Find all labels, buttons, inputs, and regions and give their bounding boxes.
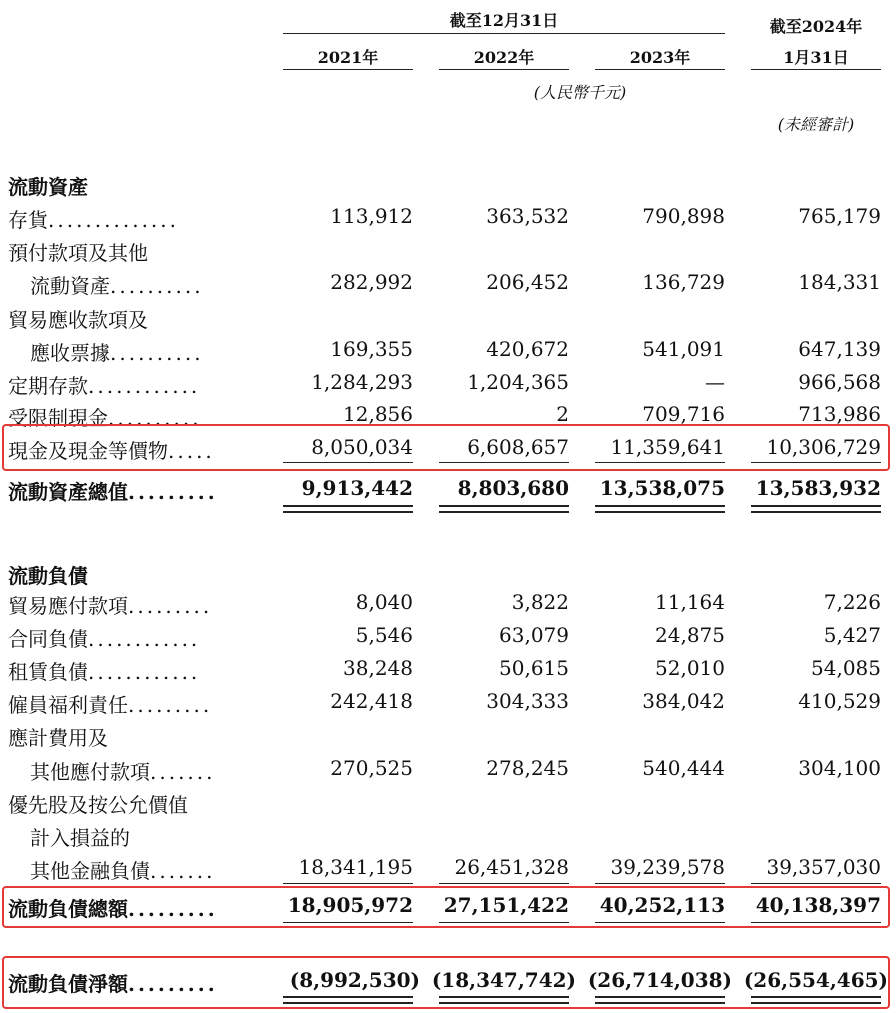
cell-2024: 5,427 bbox=[823, 623, 881, 647]
subtotal-rule bbox=[283, 922, 413, 923]
cell-2021: 5,546 bbox=[355, 623, 413, 647]
cell-2023: 384,042 bbox=[642, 689, 725, 713]
unit-label: (人民幣千元) bbox=[533, 83, 627, 102]
subtotal-rule bbox=[439, 462, 569, 463]
cell-2021: 8,040 bbox=[355, 590, 413, 614]
row-label-total: 流動資產總值......... bbox=[8, 480, 218, 504]
cell-2023: 39,239,578 bbox=[610, 855, 725, 879]
subtotal-rule bbox=[751, 883, 881, 884]
double-rule bbox=[439, 1002, 569, 1004]
col-header-2023: 2023年 bbox=[629, 48, 691, 67]
subtotal-rule bbox=[595, 462, 725, 463]
cell-2023: 52,010 bbox=[655, 656, 725, 680]
subtotal-rule bbox=[283, 883, 413, 884]
cell-2023: 24,875 bbox=[655, 623, 725, 647]
cell-2021: 18,905,972 bbox=[287, 893, 413, 917]
cell-2021: 8,050,034 bbox=[311, 435, 413, 459]
cell-2024: 713,986 bbox=[798, 402, 881, 426]
double-rule bbox=[439, 505, 569, 507]
row-label: 僱員福利責任......... bbox=[8, 693, 213, 717]
subtotal-rule bbox=[283, 462, 413, 463]
double-rule bbox=[751, 511, 881, 513]
cell-2023: 790,898 bbox=[642, 204, 725, 228]
row-label: 其他應付款項....... bbox=[30, 760, 216, 784]
row-label: 租賃負債............ bbox=[8, 660, 201, 684]
section-title-current-liabilities: 流動負債 bbox=[8, 564, 88, 588]
col-header-2024-line2: 1月31日 bbox=[783, 48, 849, 67]
row-label: 其他金融負債....... bbox=[30, 859, 216, 883]
row-label: 計入損益的 bbox=[30, 826, 130, 850]
double-rule bbox=[595, 996, 725, 998]
cell-2022: 3,822 bbox=[511, 590, 569, 614]
row-label: 應計費用及 bbox=[8, 726, 108, 750]
cell-2021: 18,341,195 bbox=[298, 855, 413, 879]
double-rule bbox=[595, 511, 725, 513]
subtotal-rule bbox=[595, 883, 725, 884]
row-label: 貿易應付款項......... bbox=[8, 594, 213, 618]
unaudited-label: (未經審計) bbox=[777, 115, 855, 134]
double-rule bbox=[283, 1002, 413, 1004]
cell-2023: — bbox=[705, 370, 725, 394]
double-rule bbox=[283, 996, 413, 998]
cell-2022: 2 bbox=[556, 402, 569, 426]
col-header-2021: 2021年 bbox=[317, 48, 379, 67]
subtotal-rule bbox=[751, 462, 881, 463]
row-label-total: 流動負債總額......... bbox=[8, 897, 218, 921]
cell-2021: 169,355 bbox=[330, 337, 413, 361]
col-header-2022: 2022年 bbox=[473, 48, 535, 67]
cell-2024: 304,100 bbox=[798, 756, 881, 780]
double-rule bbox=[283, 505, 413, 507]
cell-2023: 11,164 bbox=[655, 590, 725, 614]
row-label: 定期存款............ bbox=[8, 374, 201, 398]
row-label: 流動資產.......... bbox=[30, 274, 204, 298]
cell-2024: (26,554,465) bbox=[743, 968, 888, 992]
cell-2023: 709,716 bbox=[642, 402, 725, 426]
cell-2022: 1,204,365 bbox=[467, 370, 569, 394]
subtotal-rule bbox=[751, 922, 881, 923]
row-label: 現金及現金等價物..... bbox=[8, 439, 215, 463]
double-rule bbox=[751, 1002, 881, 1004]
cell-2023: 40,252,113 bbox=[599, 893, 725, 917]
cell-2021: 113,912 bbox=[330, 204, 413, 228]
cell-2024: 40,138,397 bbox=[755, 893, 881, 917]
subtotal-rule bbox=[439, 883, 569, 884]
subtotal-rule bbox=[595, 922, 725, 923]
cell-2022: 278,245 bbox=[486, 756, 569, 780]
cell-2022: (18,347,742) bbox=[431, 968, 576, 992]
cell-2024: 7,226 bbox=[823, 590, 881, 614]
row-label: 存貨.............. bbox=[8, 208, 180, 232]
cell-2022: 26,451,328 bbox=[454, 855, 569, 879]
double-rule bbox=[751, 505, 881, 507]
cell-2022: 8,803,680 bbox=[457, 476, 569, 500]
row-label: 受限制現金.......... bbox=[8, 406, 202, 430]
cell-2021: (8,992,530) bbox=[289, 968, 420, 992]
cell-2022: 6,608,657 bbox=[467, 435, 569, 459]
cell-2022: 420,672 bbox=[486, 337, 569, 361]
double-rule bbox=[283, 511, 413, 513]
cell-2024: 184,331 bbox=[798, 270, 881, 294]
cell-2024: 10,306,729 bbox=[766, 435, 881, 459]
cell-2023: 540,444 bbox=[642, 756, 725, 780]
double-rule bbox=[595, 1002, 725, 1004]
row-label-total: 流動負債淨額......... bbox=[8, 972, 218, 996]
cell-2023: 541,091 bbox=[642, 337, 725, 361]
col-underline-2021 bbox=[283, 69, 413, 70]
row-label: 應收票據.......... bbox=[30, 341, 204, 365]
row-label: 貿易應收款項及 bbox=[8, 308, 148, 332]
cell-2023: (26,714,038) bbox=[587, 968, 732, 992]
cell-2021: 1,284,293 bbox=[311, 370, 413, 394]
double-rule bbox=[439, 511, 569, 513]
row-label: 優先股及按公允價值 bbox=[8, 793, 188, 817]
cell-2024: 966,568 bbox=[798, 370, 881, 394]
subtotal-rule bbox=[439, 922, 569, 923]
cell-2021: 12,856 bbox=[343, 402, 413, 426]
cell-2021: 9,913,442 bbox=[301, 476, 413, 500]
cell-2023: 13,538,075 bbox=[599, 476, 725, 500]
cell-2024: 647,139 bbox=[798, 337, 881, 361]
col-underline-2022 bbox=[439, 69, 569, 70]
cell-2022: 27,151,422 bbox=[443, 893, 569, 917]
double-rule bbox=[595, 505, 725, 507]
period-group-header: 截至12月31日 bbox=[449, 11, 559, 30]
col-header-2024-line1: 截至2024年 bbox=[769, 17, 863, 36]
cell-2022: 363,532 bbox=[486, 204, 569, 228]
col-underline-2024 bbox=[751, 69, 881, 70]
cell-2024: 410,529 bbox=[798, 689, 881, 713]
section-title-current-assets: 流動資產 bbox=[8, 175, 88, 199]
cell-2021: 242,418 bbox=[330, 689, 413, 713]
double-rule bbox=[439, 996, 569, 998]
cell-2022: 63,079 bbox=[499, 623, 569, 647]
cell-2024: 39,357,030 bbox=[766, 855, 881, 879]
cell-2022: 206,452 bbox=[486, 270, 569, 294]
cell-2023: 136,729 bbox=[642, 270, 725, 294]
row-label: 合同負債............ bbox=[8, 627, 201, 651]
cell-2021: 270,525 bbox=[330, 756, 413, 780]
cell-2022: 304,333 bbox=[486, 689, 569, 713]
cell-2024: 765,179 bbox=[798, 204, 881, 228]
cell-2021: 38,248 bbox=[343, 656, 413, 680]
row-label: 預付款項及其他 bbox=[8, 241, 148, 265]
group-underline bbox=[283, 33, 725, 34]
cell-2024: 13,583,932 bbox=[755, 476, 881, 500]
cell-2023: 11,359,641 bbox=[610, 435, 725, 459]
col-underline-2023 bbox=[595, 69, 725, 70]
cell-2022: 50,615 bbox=[499, 656, 569, 680]
cell-2021: 282,992 bbox=[330, 270, 413, 294]
double-rule bbox=[751, 996, 881, 998]
cell-2024: 54,085 bbox=[811, 656, 881, 680]
